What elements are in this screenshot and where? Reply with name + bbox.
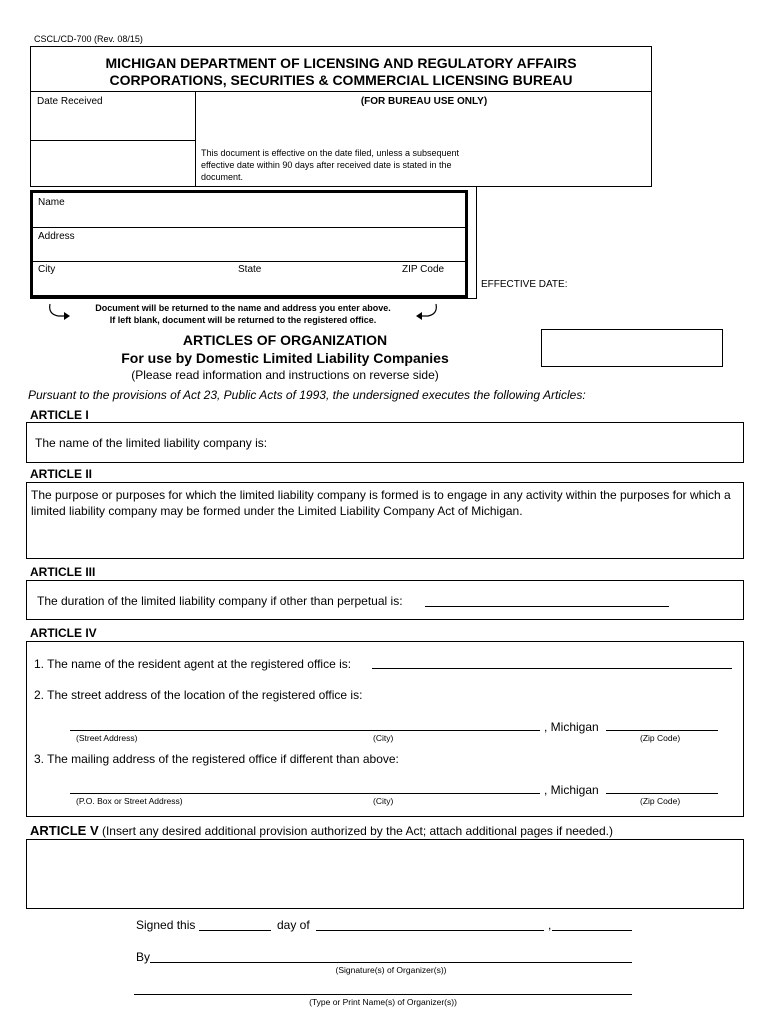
signed-year-line[interactable] [552,930,632,931]
signature-line[interactable] [150,962,632,963]
article4-item1: 1. The name of the resident agent at the registered office is: [34,657,352,671]
address-label: Address [38,231,75,242]
mailing-address-line[interactable] [70,793,540,794]
signed-day-line[interactable] [199,930,271,931]
printed-name-line[interactable] [134,994,632,995]
article1-text: The name of the limited liability company is: [35,436,268,450]
day-of-label: day of [277,918,310,932]
article5-heading: ARTICLE V [30,823,99,838]
article5-header [30,823,613,838]
return-note-line2: If left blank, document will be returned to the registered office. [109,315,377,325]
header-line2: CORPORATIONS, SECURITIES & COMMERCIAL LICENSING BUREAU [109,72,573,88]
street-address-caption: (Street Address) [76,733,138,743]
doc-subtitle: For use by Domestic Limited Liability Companies [121,350,449,366]
duration-input-line[interactable] [425,606,669,607]
michigan-label-2: , Michigan [544,783,599,797]
signed-month-line[interactable] [316,930,544,931]
city-label: City [38,264,56,275]
name-label: Name [38,197,65,208]
doc-title: ARTICLES OF ORGANIZATION [182,332,388,348]
effective-date-box[interactable] [541,329,723,367]
zip-code-line-1[interactable] [606,730,718,731]
date-comma: , [548,918,552,932]
by-label: By [136,950,151,964]
effective-date-label: EFFECTIVE DATE: [481,279,568,290]
street-address-line[interactable] [70,730,540,731]
zip-code-line-2[interactable] [606,793,718,794]
article2-text: The purpose or purposes for which the limited liability company is formed is to engage in any activity within the purposes for which a limited liability company may be formed under the Limited Liability Company Act of Michigan. [31,488,731,518]
form-id: CSCL/CD-700 (Rev. 08/15) [34,34,143,44]
return-arrow-right-icon [414,300,440,322]
header-box [30,46,652,92]
date-received-box-lower[interactable] [30,140,196,187]
date-received-label: Date Received [37,96,103,107]
article5-box[interactable] [26,839,744,909]
article3-text: The duration of the limited liability company if other than perpetual is: [37,594,403,608]
article1-box[interactable] [26,422,744,463]
michigan-label-1: , Michigan [544,720,599,734]
return-arrow-left-icon [46,300,72,322]
header-line1: MICHIGAN DEPARTMENT OF LICENSING AND REGULATORY AFFAIRS [105,55,577,71]
pursuant-text: Pursuant to the provisions of Act 23, Public Acts of 1993, the undersigned executes the following Articles: [28,388,586,402]
article2-heading: ARTICLE II [30,467,92,481]
state-label: State [238,264,262,275]
resident-agent-line[interactable] [372,668,732,669]
article2-box[interactable] [26,482,744,559]
article3-heading: ARTICLE III [30,565,96,579]
article3-box [26,580,744,620]
article5-text: (Insert any desired additional provision authorized by the Act; attach additional pages if needed.) [101,824,613,838]
article4-heading: ARTICLE IV [30,626,97,640]
effective-note: This document is effective on the date filed, unless a subsequent effective date within 90 days after received date is stated in the document. [201,148,459,182]
bureau-use-label: (FOR BUREAU USE ONLY) [360,96,488,107]
doc-note: (Please read information and instructions on reverse side) [131,368,439,382]
zip-caption-2: (Zip Code) [640,796,681,806]
zip-caption-1: (Zip Code) [640,733,681,743]
article4-item3: 3. The mailing address of the registered office if different than above: [34,752,399,766]
signed-this-label: Signed this [136,918,196,932]
city-caption-2: (City) [373,796,394,806]
city-caption-1: (City) [373,733,394,743]
printed-name-caption: (Type or Print Name(s) of Organizer(s)) [309,997,457,1007]
zip-label: ZIP Code [402,264,445,275]
article1-heading: ARTICLE I [30,408,89,422]
signature-caption: (Signature(s) of Organizer(s)) [335,965,447,975]
pobox-caption: (P.O. Box or Street Address) [76,796,183,806]
date-received-box[interactable] [30,91,196,141]
article4-item2: 2. The street address of the location of the registered office is: [34,688,363,702]
return-note-line1: Document will be returned to the name and address you enter above. [95,303,391,313]
